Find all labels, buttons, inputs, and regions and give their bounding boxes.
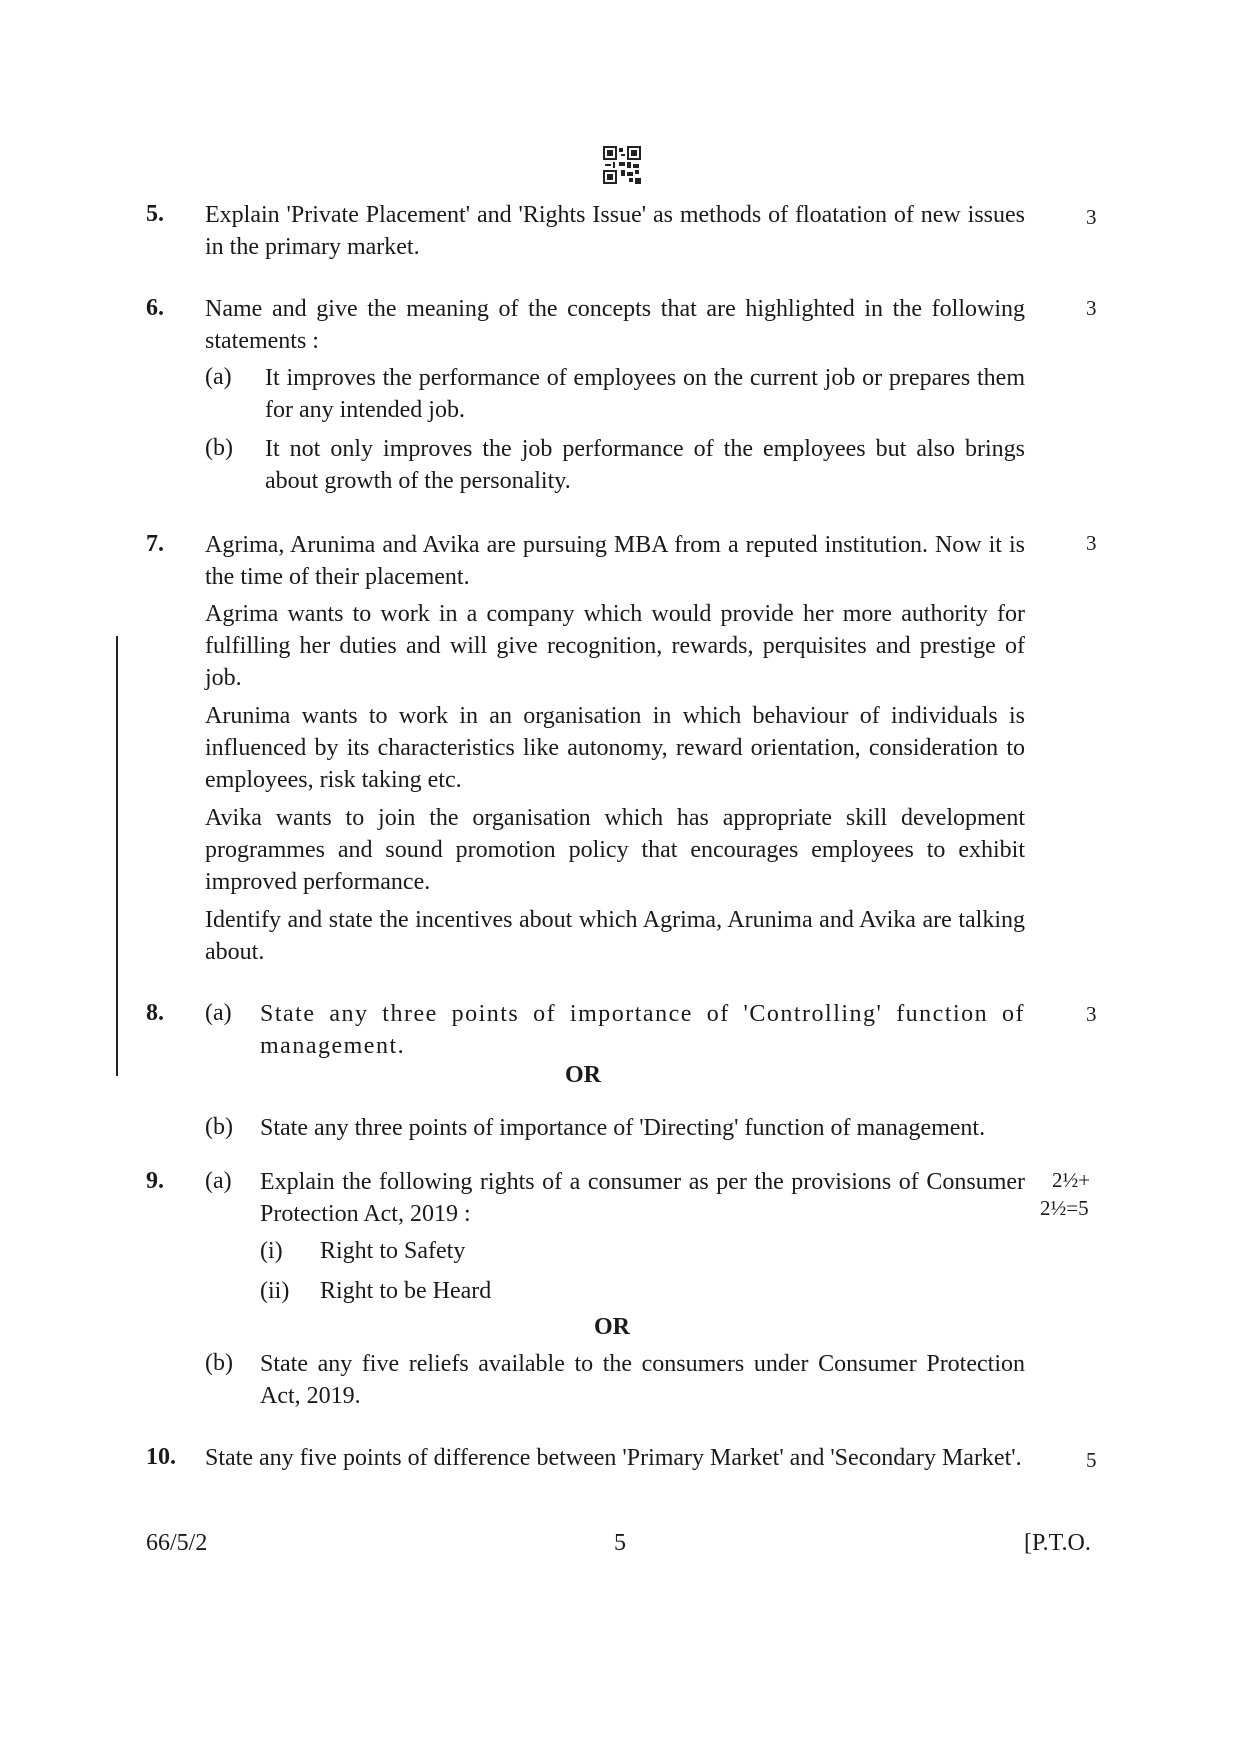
question-paragraph: Avika wants to join the organisation which has appropriate skill development programmes and sound promotion policy that encourages employees to exhibit improved performance. xyxy=(205,805,1025,895)
or-separator: OR xyxy=(594,1314,630,1340)
subpart-label: (ii) xyxy=(260,1278,290,1304)
question-number: 7. xyxy=(146,531,164,557)
question-paragraph: Agrima wants to work in a company which would provide her more authority for fulfilling her duties and will give recognition, rewards, perquisites and prestige of job. xyxy=(205,601,1025,691)
question-marks: 3 xyxy=(1086,531,1097,555)
question-text: State any five points of difference between 'Primary Market' and 'Secondary Market'. xyxy=(205,1445,1022,1471)
part-label: (b) xyxy=(205,435,233,461)
part-label: (b) xyxy=(205,1350,233,1376)
question-number: 5. xyxy=(146,201,164,227)
part-label: (a) xyxy=(205,364,232,390)
part-text: It improves the performance of employees on the current job or prepares them for any intended job. xyxy=(265,365,1025,423)
question-marks: 2½=5 xyxy=(1040,1196,1089,1220)
part-text: State any three points of importance of 'Controlling' function of management. xyxy=(260,1001,1025,1059)
qr-code xyxy=(603,146,641,184)
question-number: 8. xyxy=(146,1000,164,1026)
pto-note: [P.T.O. xyxy=(1024,1530,1091,1556)
or-separator: OR xyxy=(565,1062,601,1088)
margin-line xyxy=(116,636,118,1076)
question-marks: 5 xyxy=(1086,1448,1097,1472)
part-label: (a) xyxy=(205,1168,232,1194)
question-number: 6. xyxy=(146,295,164,321)
question-paragraph: Arunima wants to work in an organisation in which behaviour of individuals is influenced by its characteristics like autonomy, reward orientation, consideration to employees, risk taking etc. xyxy=(205,703,1025,793)
page-number: 5 xyxy=(614,1530,626,1556)
subpart-text: Right to be Heard xyxy=(320,1278,492,1304)
part-text: State any five reliefs available to the consumers under Consumer Protection Act, 2019. xyxy=(260,1351,1025,1409)
part-label: (a) xyxy=(205,1000,232,1026)
question-number: 10. xyxy=(146,1444,176,1470)
paper-code: 66/5/2 xyxy=(146,1530,208,1556)
question-paragraph: Agrima, Arunima and Avika are pursuing MBA from a reputed institution. Now it is the time of their placement. xyxy=(205,532,1025,590)
question-paragraph: Identify and state the incentives about which Agrima, Arunima and Avika are talking about. xyxy=(205,907,1025,965)
question-marks: 3 xyxy=(1086,205,1097,229)
part-text: It not only improves the job performance of the employees but also brings about growth of the personality. xyxy=(265,436,1025,494)
question-text: Name and give the meaning of the concepts that are highlighted in the following statements : xyxy=(205,296,1025,354)
question-marks: 3 xyxy=(1086,1002,1097,1026)
part-label: (b) xyxy=(205,1114,233,1140)
subpart-label: (i) xyxy=(260,1238,283,1264)
question-marks: 3 xyxy=(1086,296,1097,320)
question-marks: 2½+ xyxy=(1052,1168,1091,1192)
subpart-text: Right to Safety xyxy=(320,1238,466,1264)
question-number: 9. xyxy=(146,1168,164,1194)
part-text: Explain the following rights of a consumer as per the provisions of Consumer Protection Act, 2019 : xyxy=(260,1169,1025,1227)
question-text: Explain 'Private Placement' and 'Rights Issue' as methods of floatation of new issues in the primary market. xyxy=(205,202,1025,260)
part-text: State any three points of importance of 'Directing' function of management. xyxy=(260,1115,986,1141)
